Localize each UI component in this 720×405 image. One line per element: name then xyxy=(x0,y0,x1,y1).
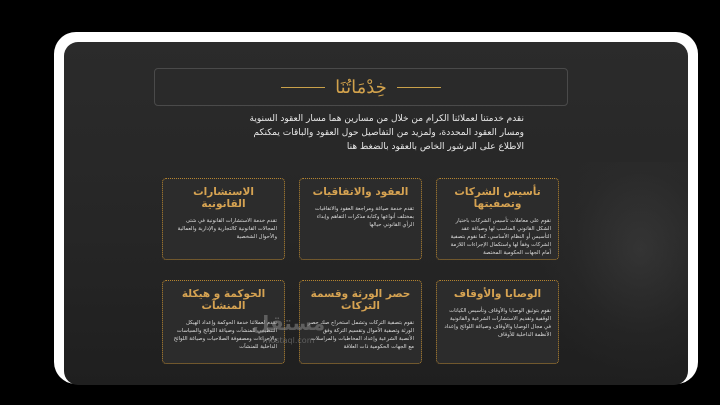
service-card-desc: نقوم بتصفية التركات وتشمل استخراج صك حصر الورثة وتصفية الأموال وتقسيم التركة وفق الأنصبة الشرعية وإعداد المخاطبات والمراسلات مع الجهات الحكومية ذات العلاقة xyxy=(307,320,414,350)
service-card-desc: نقوم بتوثيق الوصايا والأوقاف وتأسيس الكيانات الوقفية وتقديم الاستشارات الشرعية والقانونية في مجال الوصايا والأوقاف وصياغة اللوائح وإعداد الأنظمة الداخلية للأوقاف xyxy=(444,308,551,338)
title-decor-line-left xyxy=(281,87,325,88)
service-card-title: الاستشارات القانونية xyxy=(193,186,254,210)
service-card-title: الحوكمة و هيكلة المنشآت xyxy=(181,288,266,312)
service-card-company-formation[interactable] xyxy=(436,178,559,260)
service-card-title: حصر الورثة وقسمة التركات xyxy=(310,288,411,312)
watermark-en: mostaql.com xyxy=(262,336,315,345)
service-card-desc: تقدم لعملائنا خدمة الحوكمة وإعداد الهيكل التنظيمي للمنشآت وصياغة اللوائح والسياسات والإجراءات ومصفوفة الصلاحيات وصياغة اللوائح الداخلية للمنشآت xyxy=(173,320,277,350)
watermark-ar: مستقل xyxy=(252,311,326,335)
section-title-box xyxy=(154,68,568,106)
service-card-contracts[interactable] xyxy=(299,178,422,260)
service-card-title: تأسيس الشركات وتصفيتها xyxy=(454,186,541,210)
service-card-desc: تقدم خدمة صياغة ومراجعة العقود والاتفاقيات بمختلف أنواعها وكتابة مذكرات التفاهم وإبداء الرأي القانوني حيالها xyxy=(314,206,414,228)
watermark-logo xyxy=(252,311,326,350)
service-card-legal-consultations[interactable] xyxy=(162,178,285,260)
page-screen xyxy=(64,42,688,385)
service-card-desc: نقوم على معاملات تأسيس الشركات باختيار الشكل القانوني المناسب لها وصياغة عقد التأسيس أو النظام الأساسي، كما نقوم بتصفية الشركات وفقاً لها واستكمال الإجراءات اللازمة أمام الجهات الحكومية المختصة xyxy=(450,218,551,256)
section-intro: نقدم خدمتنا لعملائنا الكرام من خلال من مسارين هما مسار العقود السنوية ومسار العقود المحددة، ولمزيد من التفاصيل حول العقود والباقات يمكنكم الاطلاع على البرشور الخاص بالعقود بالضغط هنا xyxy=(249,114,524,152)
service-card-desc: تقدم خدمة الاستشارات القانونية في شتى المجالات القانونية كالتجارية والإدارية والعمالية والأحوال الشخصية xyxy=(177,218,277,240)
section-title: خِدْمَاتُنَا xyxy=(335,76,387,98)
service-card-wills-endowments[interactable] xyxy=(436,280,559,364)
service-card-title: الوصايا والأوقاف xyxy=(453,288,542,300)
background-lamp-image xyxy=(538,162,688,382)
service-card-title: العقود والاتفاقيات xyxy=(312,186,409,198)
title-decor-line-right xyxy=(397,87,441,88)
